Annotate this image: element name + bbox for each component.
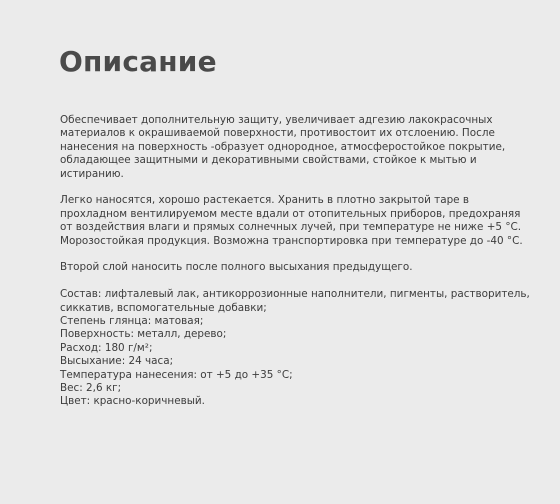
spec-weight: Вес: 2,6 кг;	[60, 382, 122, 395]
spec-surface: Поверхность: металл, дерево;	[60, 328, 227, 341]
page-title: Описание	[59, 45, 217, 78]
description-paragraph-3	[60, 261, 530, 274]
text-line: нанесения на поверхность -образует однородное, атмосферостойкое покрытие,	[60, 140, 506, 153]
text-line: Обеспечивает дополнительную защиту, увеличивает адгезию лакокрасочных	[60, 114, 493, 126]
specifications-list	[60, 288, 530, 409]
spec-consumption: Расход: 180 г/м²;	[60, 341, 153, 354]
text-line: Морозостойкая продукция. Возможна транспортировка при температуре до -40 °С.	[60, 234, 523, 247]
text-line: от воздействия влаги и прямых солнечных лучей, при температуре не ниже +5 °С.	[60, 221, 522, 234]
description-content	[60, 114, 530, 409]
spec-composition: Состав: лифталевый лак, антикоррозионные наполнители, пигменты, растворитель,	[60, 288, 530, 301]
spec-drying: Высыхание: 24 часа;	[60, 355, 174, 368]
description-paragraph-1	[60, 114, 530, 181]
text-line: материалов к окрашиваемой поверхности, противостоит их отслоению. После	[60, 127, 495, 140]
text-line: истиранию.	[60, 167, 124, 180]
spec-gloss: Степень глянца: матовая;	[60, 315, 204, 328]
description-paragraph-2	[60, 194, 530, 248]
text-line: Второй слой наносить после полного высыхания предыдущего.	[60, 261, 413, 274]
text-line: прохладном вентилируемом месте вдали от отопительных приборов, предохраняя	[60, 207, 521, 220]
spec-application-temperature: Температура нанесения: от +5 до +35 °С;	[60, 368, 293, 381]
text-line: Легко наносятся, хорошо растекается. Хранить в плотно закрытой таре в	[60, 194, 470, 207]
spec-composition-cont: сиккатив, вспомогательные добавки;	[60, 301, 267, 314]
text-line: обладающее защитными и декоративными свойствами, стойкое к мытью и	[60, 154, 477, 167]
spec-color: Цвет: красно-коричневый.	[60, 395, 205, 408]
